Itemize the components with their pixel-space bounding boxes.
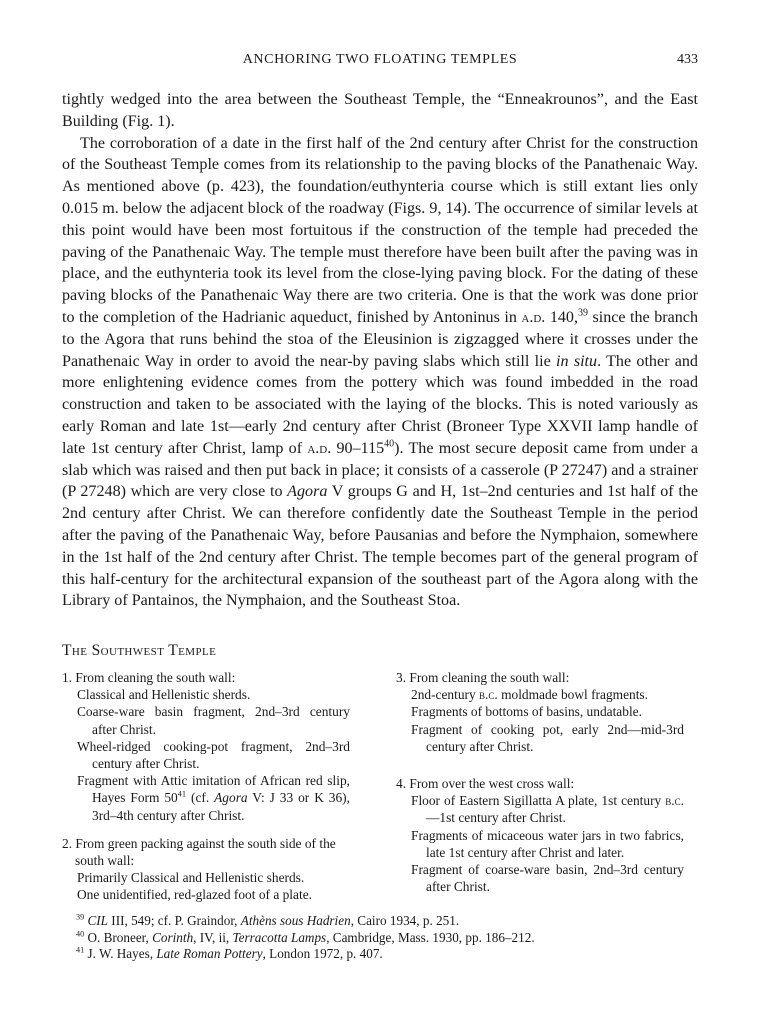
body-text bbox=[62, 89, 698, 612]
deposit-entry: Fragment of cooking pot, early 2nd—mid-3rd century after Christ. bbox=[411, 721, 684, 754]
footnote-number: 39 bbox=[76, 912, 85, 922]
deposit-heading: 1. From cleaning the south wall: bbox=[62, 670, 236, 685]
italic-title: Late Roman Pottery bbox=[156, 946, 263, 962]
footnotes bbox=[76, 913, 698, 963]
italic-title: Corinth bbox=[152, 929, 194, 945]
text-run: Fragment with Attic imitation of African red slip, Hayes Form 50 bbox=[77, 773, 350, 806]
running-title: ANCHORING TWO FLOATING TEMPLES bbox=[242, 52, 518, 67]
text-run: —1st century after Christ. bbox=[426, 810, 566, 826]
running-head bbox=[62, 52, 698, 74]
deposit-entry: Fragments of bottoms of basins, undatable. bbox=[411, 704, 642, 720]
footnote-number: 40 bbox=[76, 929, 85, 939]
text-run: , Cambridge, Mass. 1930, pp. 186–212. bbox=[326, 929, 535, 945]
italic-title: Athèns sous Hadrien bbox=[240, 913, 351, 928]
deposit-item-1 bbox=[62, 669, 350, 824]
text-run: O. Broneer, bbox=[87, 929, 153, 945]
footnote-39 bbox=[76, 913, 698, 930]
footnote-ref-39[interactable]: 39 bbox=[578, 307, 588, 319]
deposit-column-right bbox=[396, 669, 684, 906]
section-heading: The Southwest Temple bbox=[62, 642, 217, 659]
deposit-entry bbox=[396, 792, 684, 826]
deposit-column-left bbox=[62, 669, 350, 915]
deposit-entry bbox=[396, 686, 684, 703]
deposit-entry: Wheel-ridged cooking-pot fragment, 2nd–3rd century after Christ. bbox=[77, 738, 350, 772]
text-run: III, 549; cf. P. Graindor, bbox=[108, 913, 241, 928]
italic-title: Agora bbox=[214, 790, 248, 806]
italic-title: Terracotta Lamps bbox=[232, 929, 327, 945]
text-run: 90–115 bbox=[331, 439, 385, 457]
footnote-ref-40[interactable]: 40 bbox=[384, 438, 395, 450]
deposit-heading: 2. From green packing against the south side of the south wall: bbox=[62, 835, 336, 869]
deposit-entry bbox=[62, 772, 350, 824]
deposit-heading: 3. From cleaning the south wall: bbox=[396, 670, 570, 685]
text-run: moldmade bowl fragments. bbox=[497, 687, 648, 703]
deposit-entry: Primarily Classical and Hellenistic sherds. bbox=[77, 870, 305, 886]
deposit-heading: 4. From over the west cross wall: bbox=[396, 776, 575, 792]
deposit-entry: Fragments of micaceous water jars in two fabrics, late 1st century after Christ and later. bbox=[411, 827, 684, 860]
era-abbrev: a.d. bbox=[307, 439, 332, 457]
footnote-number: 41 bbox=[76, 945, 85, 955]
text-run: The corroboration of a date in the first half of the 2nd century after Christ for the construction of the Southeast Temple comes from its relationship to the paving blocks of the Panathenaic Way. As mentioned above (p. 423), the foundation/euthynteria course which is still extant lies only 0.015 m. below the adjacent block of the roadway (Figs. 9, 14). The occurrence of similar levels at this point would have been most fortuitous if the construction of the temple had preceded the paving of the Panathenaic Way. The temple must therefore have been built after the paving was in place, and the euthynteria took its level from the close-lying paving block. For the dating of these paving blocks of the Panathenaic Way there are two criteria. One is that the work was done prior to the completion of the Hadrianic aqueduct, finished by Antoninus in bbox=[62, 134, 698, 326]
footnote-40 bbox=[76, 930, 698, 947]
text-run: ). The most secure deposit came from under a slab which was raised and then put back in place; it consists of a casserole (P 27247) and a strainer (P 27248) which are very close to bbox=[62, 439, 698, 501]
text-run: , Cairo 1934, p. 251. bbox=[350, 913, 460, 928]
era-abbrev: b.c. bbox=[665, 793, 684, 809]
deposit-item-3 bbox=[396, 669, 684, 755]
page-number: 433 bbox=[677, 52, 698, 67]
text-run: V: J 33 or K 36), 3rd–4th century after Christ. bbox=[92, 790, 350, 823]
footnote-41 bbox=[76, 946, 698, 963]
deposit-entry: One unidentified, red-glazed foot of a plate. bbox=[77, 887, 312, 903]
text-run: . The other and more enlightening evidence comes from the pottery which was found imbedded in the road construction and taken to be associated with the laying of the blocks. This is noted variously as early Roman and late 1st—early 2nd century after Christ (Broneer Type XXVII lamp handle of late 1st century after Christ, lamp of bbox=[62, 352, 698, 457]
paragraph-1: tightly wedged into the area between the Southeast Temple, the “Enneakrounos”, and the East Building (Fig. 1). bbox=[62, 91, 698, 130]
deposit-entry: Coarse-ware basin fragment, 2nd–3rd century after Christ. bbox=[77, 704, 350, 737]
era-abbrev: a.d. bbox=[521, 308, 546, 326]
text-run: , London 1972, p. 407. bbox=[262, 946, 383, 962]
italic-term: in situ bbox=[556, 352, 598, 370]
text-run: V groups G and H, 1st–2nd centuries and 1st half of the 2nd century after Christ. We can therefore confidently date the Southeast Temple in the period after the paving of the Panathenaic Way, before Pausanias and before the Nymphaion, somewhere in the 1st half of the 2nd century after Christ. The temple becomes part of the general program of this half-century for the architectural expansion of the southeast part of the Agora along with the Library of Pantainos, the Nymphaion, and the Southeast Stoa. bbox=[62, 483, 698, 610]
text-run: since the branch to the Agora that runs behind the stoa of the Eleusinion is zigzagged where it crosses under the Panathenaic Way in order to avoid the near-by paving slabs which still lie bbox=[62, 308, 698, 370]
text-run: 140, bbox=[545, 308, 578, 326]
text-run: 2nd-century bbox=[411, 687, 480, 703]
italic-title: Agora bbox=[287, 483, 328, 501]
text-run: Floor of Eastern Sigillatta A plate, 1st century bbox=[411, 793, 666, 809]
deposit-entry: Classical and Hellenistic sherds. bbox=[77, 687, 251, 703]
deposit-entry: Fragment of coarse-ware basin, 2nd–3rd century after Christ. bbox=[411, 862, 684, 895]
paragraph-2 bbox=[62, 133, 698, 613]
italic-title: CIL bbox=[87, 913, 108, 928]
era-abbrev: b.c. bbox=[479, 687, 498, 703]
footnote-ref-41[interactable]: 41 bbox=[177, 789, 187, 799]
text-run: , IV, ii, bbox=[193, 929, 233, 945]
deposit-item-2 bbox=[62, 835, 350, 904]
text-run: (cf. bbox=[186, 790, 215, 806]
text-run: J. W. Hayes, bbox=[87, 946, 157, 962]
deposit-item-4 bbox=[396, 775, 684, 895]
